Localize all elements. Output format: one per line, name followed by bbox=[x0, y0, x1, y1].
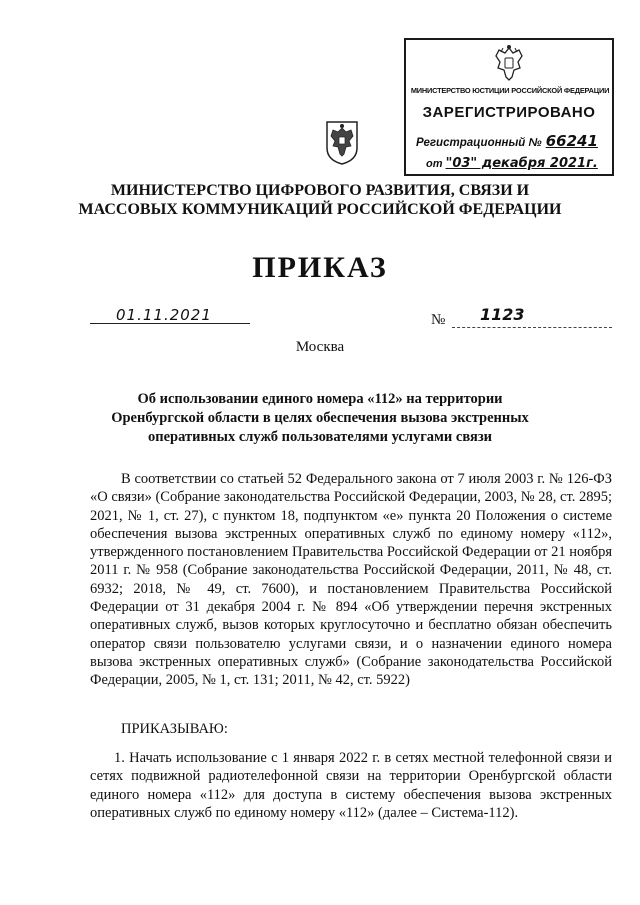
stamp-ministry-name: МИНИСТЕРСТВО ЮСТИЦИИ РОССИЙСКОЙ ФЕДЕРАЦИИ bbox=[410, 86, 610, 95]
document-type-heading: ПРИКАЗ bbox=[252, 251, 388, 284]
stamp-registration-date bbox=[426, 156, 598, 171]
stamp-registered-label: ЗАРЕГИСТРИРОВАНО bbox=[422, 104, 596, 121]
handwritten-document-number: 1123 bbox=[480, 305, 525, 324]
city-name: Москва bbox=[295, 339, 345, 355]
double-headed-eagle-icon bbox=[492, 44, 526, 82]
number-sign: № bbox=[431, 312, 446, 328]
order-item-1: 1. Начать использование с 1 января 2022 г. в сетях местной телефонной связи и сетях подвижной радиотелефонной связи на территории Оренбургской области единого номера «112» для доступа в систему обеспечения вызова экстренных оперативных служб по единому номеру «112» (далее – Система-112). bbox=[90, 750, 612, 821]
russian-coat-of-arms-icon bbox=[322, 118, 362, 166]
stamp-reg-label: Регистрационный № bbox=[416, 137, 542, 149]
ministry-name: МИНИСТЕРСТВО ЦИФРОВОГО РАЗВИТИЯ, СВЯЗИ И МАССОВЫХ КОММУНИКАЦИЙ РОССИЙСКОЙ ФЕДЕРАЦИИ bbox=[78, 182, 562, 218]
order-title: Об использовании единого номера «112» на территории Оренбургской области в целях обеспечения вызова экстренных оперативных служб пользователями услугами связи bbox=[111, 391, 529, 445]
stamp-date-value: "03" декабря 2021г. bbox=[445, 156, 598, 171]
number-underline bbox=[452, 327, 612, 328]
handwritten-date: 01.11.2021 bbox=[116, 306, 212, 324]
date-underline bbox=[90, 323, 250, 324]
order-directive: ПРИКАЗЫВАЮ: bbox=[121, 721, 228, 737]
preamble-paragraph: В соответствии со статьей 52 Федерального закона от 7 июля 2003 г. № 126-ФЗ «О связи» (Собрание законодательства Российской Федерации, 2003, № 28, ст. 2895; 2021, № 1, ст. 27), с пунктом 18, подпунктом «е» пункта 20 Положения о системе обеспечения вызова экстренных оперативных служб по единому номеру «112», утвержденного постановлением Правительства Российской Федерации от 21 ноября 2011 г. № 958 (Собрание законодательства Российской Федерации, 2011, № 48, ст. 6932; 2018, № 49, ст. 7600), и постановлением Правительства Российской Федерации от 31 декабря 2004 г. № 894 «Об утверждении перечня экстренных оперативных служб, вызов которых круглосуточно и бесплатно обязан обеспечить оператор связи пользователю услугами связи, и о назначении единого номера вызова экстренных оперативных служб» (Собрание законодательства Российской Федерации, 2005, № 1, ст. 131; 2011, № 42, ст. 5922) bbox=[90, 471, 612, 689]
stamp-date-label: от bbox=[426, 158, 443, 170]
stamp-reg-number: 66241 bbox=[545, 132, 598, 150]
registration-stamp bbox=[404, 38, 614, 176]
stamp-registration-number bbox=[416, 132, 598, 150]
